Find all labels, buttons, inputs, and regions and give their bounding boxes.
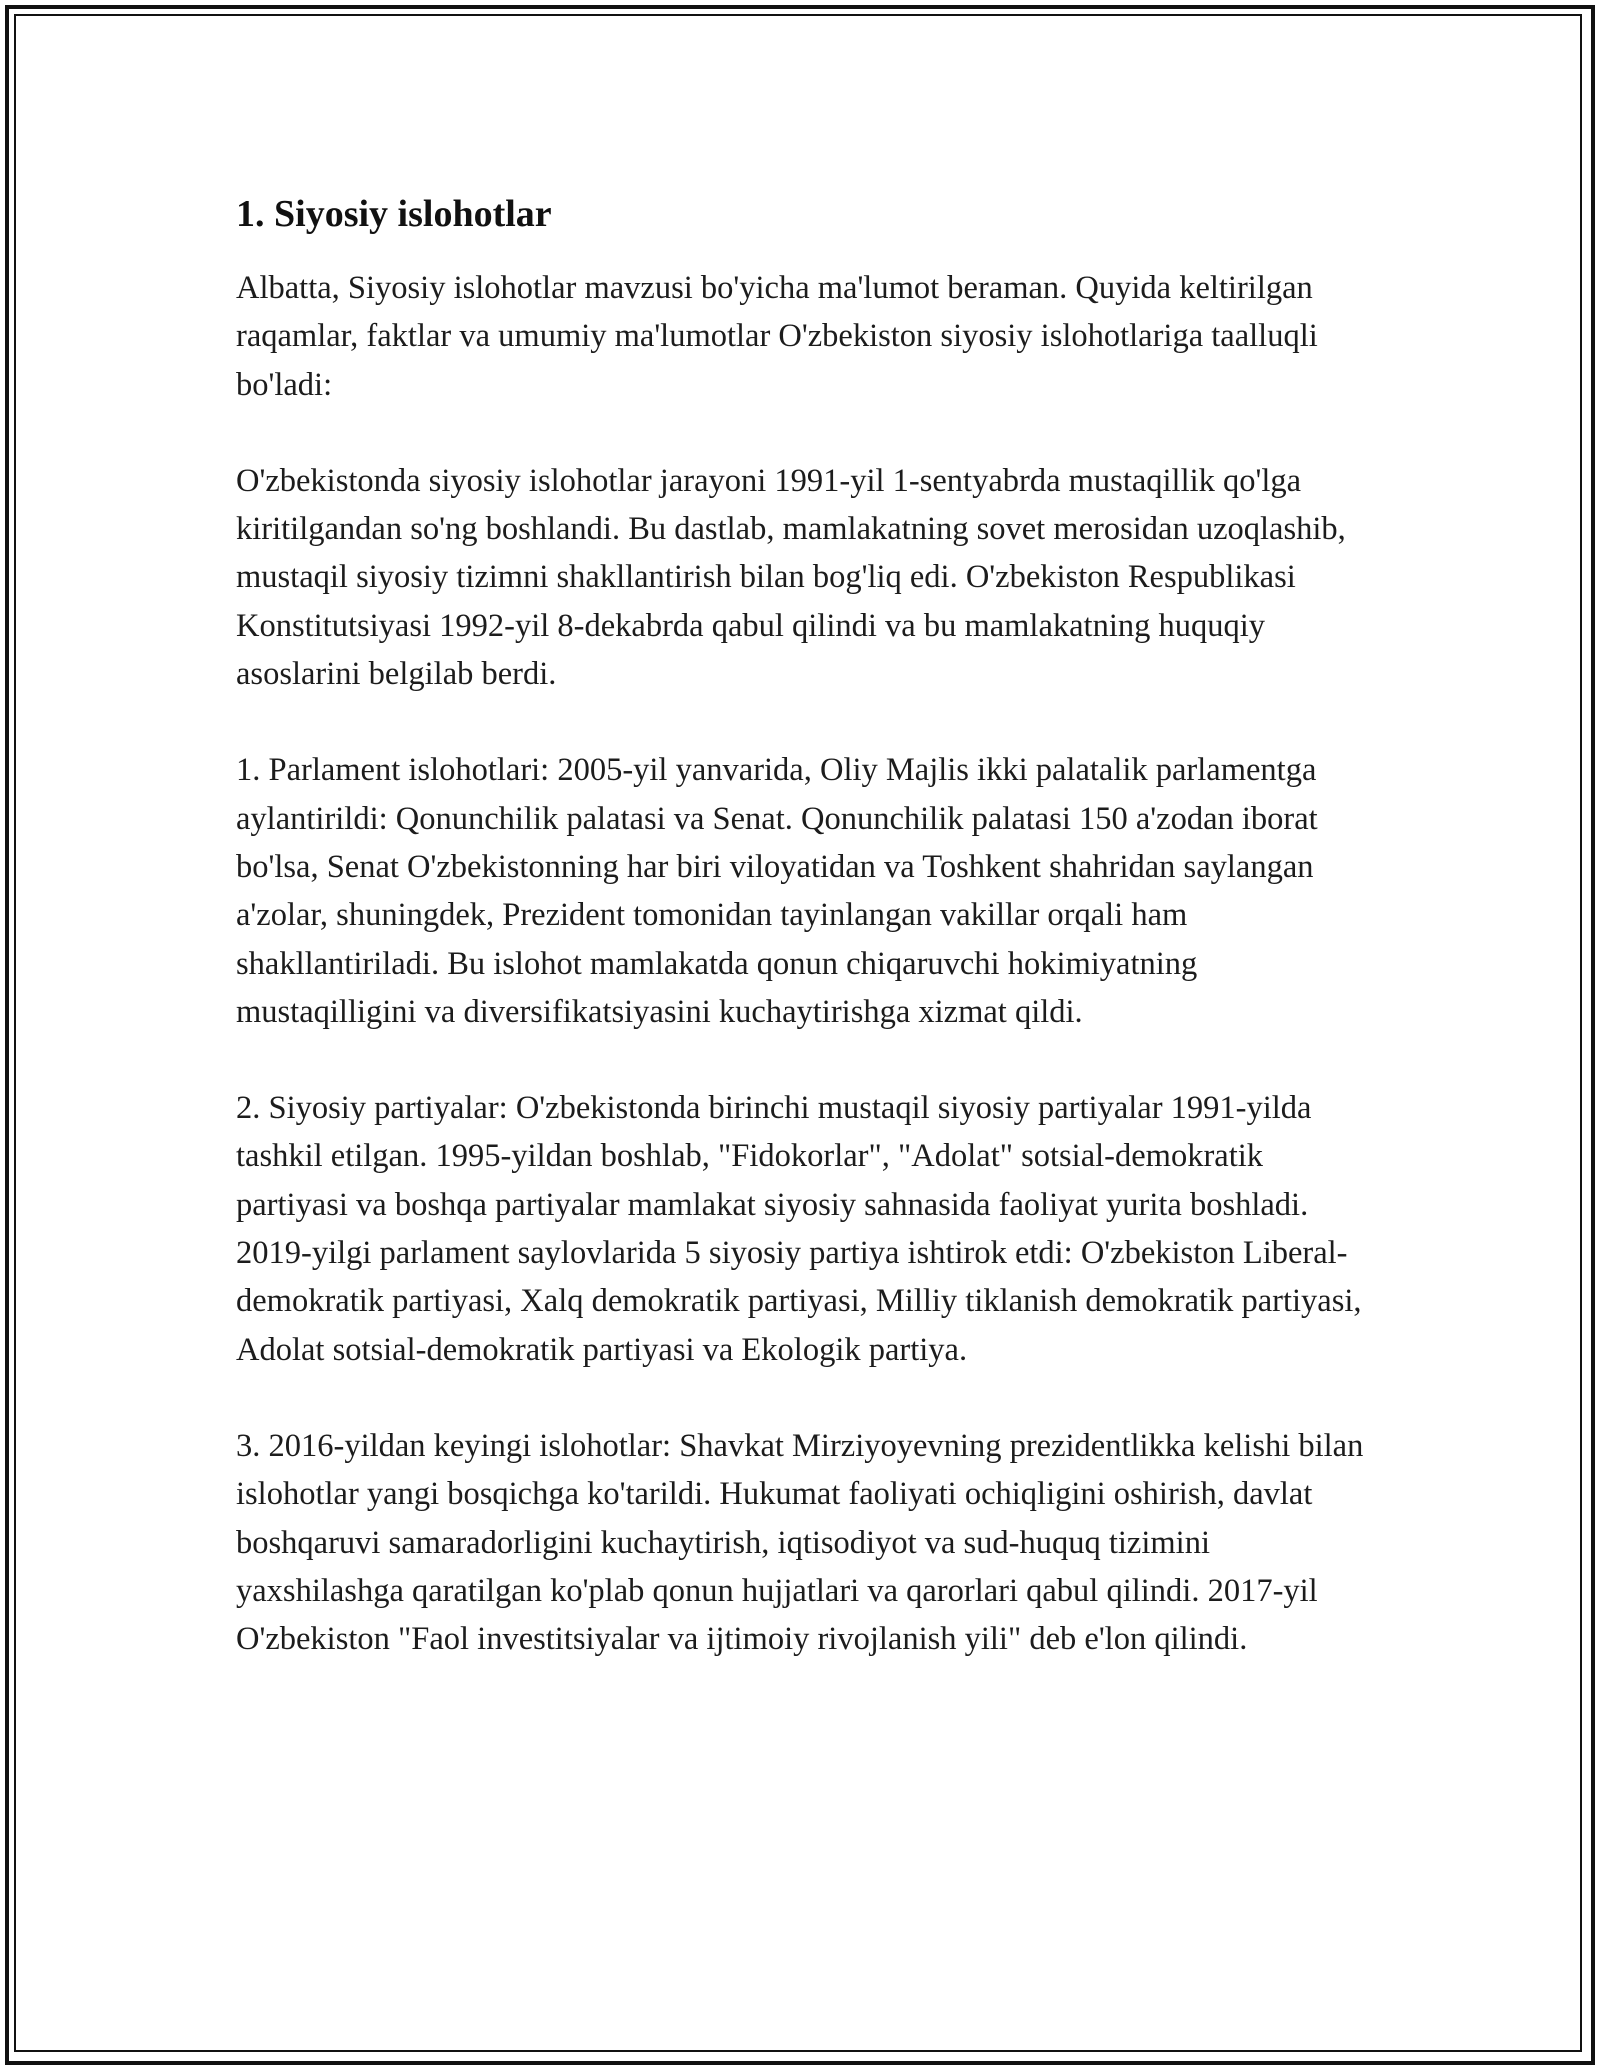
document-body	[236, 186, 1366, 1663]
parliament-reforms-paragraph: 1. Parlament islohotlari: 2005-yil yanvarida, Oliy Majlis ikki palatalik parlamentga aylantirildi: Qonunchilik palatasi va Senat. Qonunchilik palatasi 150 a'zodan iborat bo'lsa, Senat O'zbekistonning har biri viloyatidan va Toshkent shahridan saylangan a'zolar, shuningdek, Prezident tomonidan tayinlangan vakillar orqali ham shakllantiriladi. Bu islohot mamlakatda qonun chiqaruvchi hokimiyatning mustaqilligini va diversifikatsiyasini kuchaytirishga xizmat qildi.	[236, 752, 1318, 1030]
history-paragraph: O'zbekistonda siyosiy islohotlar jarayoni 1991-yil 1-sentyabrda mustaqillik qo'lga kiritilgandan so'ng boshlandi. Bu dastlab, mamlakatning sovet merosidan uzoqlashib, mustaqil siyosiy tizimni shakllantirish bilan bog'liq edi. O'zbekiston Respublikasi Konstitutsiyasi 1992-yil 8-dekabrda qabul qilindi va bu mamlakatning huquqiy asoslarini belgilab berdi.	[236, 462, 1346, 693]
intro-paragraph: Albatta, Siyosiy islohotlar mavzusi bo'yicha ma'lumot beraman. Quyida keltirilgan raqamlar, faktlar va umumiy ma'lumotlar O'zbekiston siyosiy islohotlariga taalluqli bo'ladi:	[236, 270, 1318, 403]
political-parties-paragraph: 2. Siyosiy partiyalar: O'zbekistonda birinchi mustaqil siyosiy partiyalar 1991-yilda tashkil etilgan. 1995-yildan boshlab, "Fidokorlar", "Adolat" sotsial-demokratik partiyasi va boshqa partiyalar mamlakat siyosiy sahnasida faoliyat yurita boshladi. 2019-yilgi parlament saylovlarida 5 siyosiy partiya ishtirok etdi: O'zbekiston Liberal-demokratik partiyasi, Xalq demokratik partiyasi, Milliy tiklanish demokratik partiyasi, Adolat sotsial-demokratik partiyasi va Ekologik partiya.	[236, 1090, 1362, 1368]
post-2016-reforms-paragraph: 3. 2016-yildan keyingi islohotlar: Shavkat Mirziyoyevning prezidentlikka kelishi bilan islohotlar yangi bosqichga ko'tarildi. Hukumat faoliyati ochiqligini oshirish, davlat boshqaruvi samaradorligini kuchaytirish, iqtisodiyot va sud-huquq tizimini yaxshilashga qaratilgan ko'plab qonun hujjatlari va qarorlari qabul qilindi. 2017-yil O'zbekiston "Faol investitsiyalar va ijtimoiy rivojlanish yili" deb e'lon qilindi.	[236, 1427, 1364, 1658]
section-heading: 1. Siyosiy islohotlar	[236, 193, 552, 235]
